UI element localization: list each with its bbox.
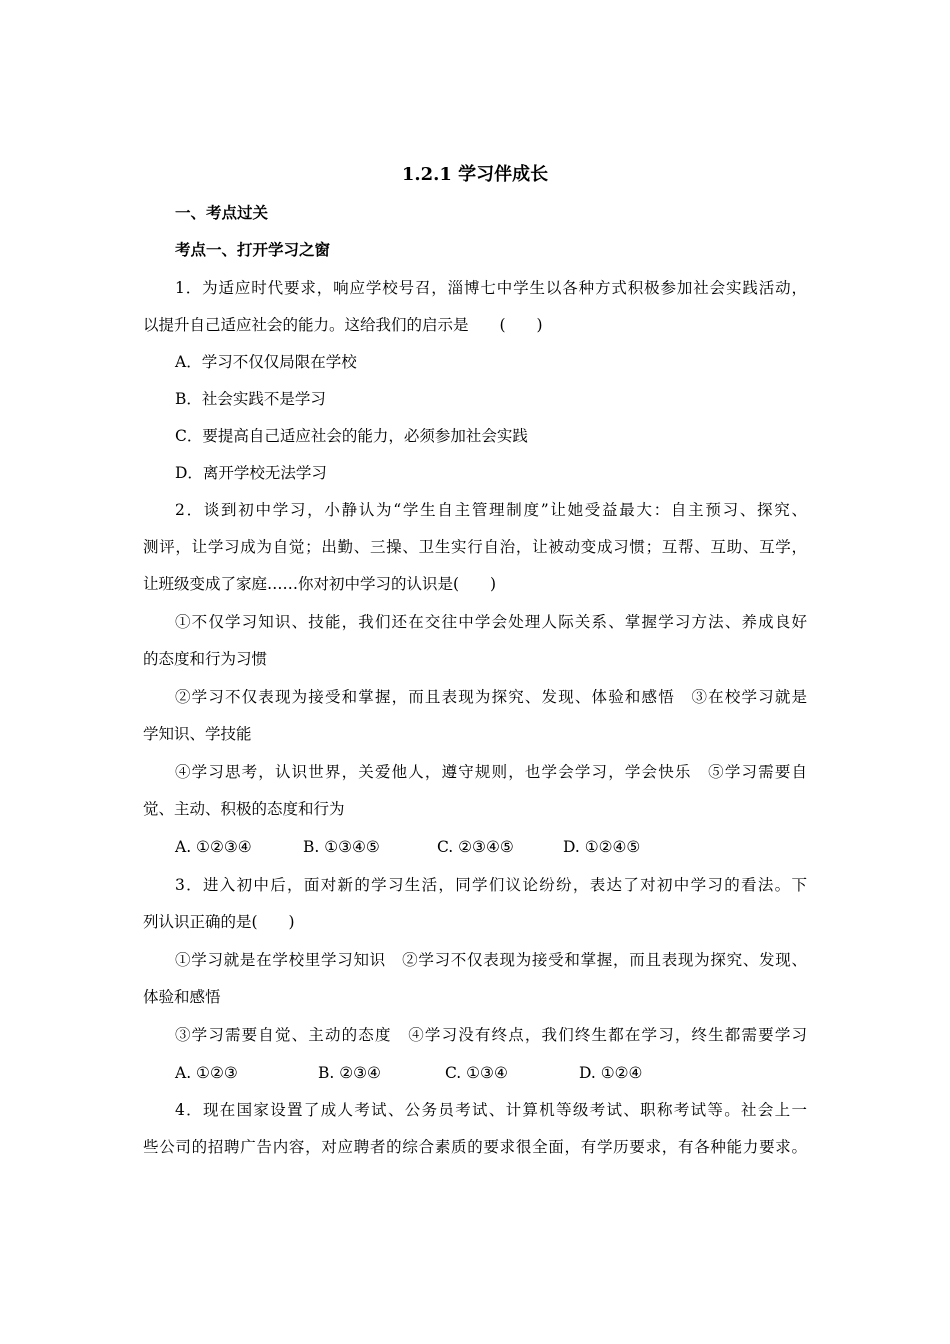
q2-statement-3-line2: 觉、主动、积极的态度和行为 — [143, 800, 345, 818]
q2-options — [175, 837, 640, 857]
q2-stem-line1: 2．谈到初中学习，小静认为“学生自主管理制度”让她受益最大：自主预习、探究、 — [175, 501, 807, 519]
q1-stem-line2: 以提升自己适应社会的能力。这给我们的启示是 ( ) — [143, 316, 543, 334]
q2-option-d: D. ①②④⑤ — [563, 838, 641, 856]
q2-stem-line3: 让班级变成了家庭……你对初中学习的认识是( ) — [143, 575, 497, 593]
q2-statement-2-line1: ②学习不仅表现为接受和掌握，而且表现为探究、发现、体验和感悟 ③在校学习就是 — [175, 688, 807, 706]
q2-option-b: B. ①③④⑤ — [303, 838, 380, 856]
q3-option-c: C. ①③④ — [445, 1064, 508, 1082]
subsection-heading: 考点一、打开学习之窗 — [175, 240, 331, 259]
q3-stem-line2: 列认识正确的是( ) — [143, 913, 295, 931]
page-title: 1.2.1 学习伴成长 — [401, 164, 549, 185]
q1-option-c: C．要提高自己适应社会的能力，必须参加社会实践 — [175, 427, 528, 445]
q2-statement-3-line1: ④学习思考，认识世界，关爱他人，遵守规则，也学会学习，学会快乐 ⑤学习需要自 — [175, 763, 807, 781]
q2-stem-line2: 测评，让学习成为自觉；出勤、三操、卫生实行自治，让被动变成习惯；互帮、互助、互学， — [143, 538, 807, 556]
section-heading: 一、考点过关 — [175, 203, 269, 222]
q3-option-b: B. ②③④ — [318, 1064, 381, 1082]
q3-stem-line1: 3．进入初中后，面对新的学习生活，同学们议论纷纷，表达了对初中学习的看法。下 — [175, 876, 807, 894]
q3-options — [175, 1063, 642, 1083]
q2-option-c: C. ②③④⑤ — [437, 838, 514, 856]
q4-stem-line2: 些公司的招聘广告内容，对应聘者的综合素质的要求很全面，有学历要求，有各种能力要求。 — [143, 1138, 807, 1156]
q1-option-a: A．学习不仅仅局限在学校 — [175, 353, 357, 371]
q1-option-d: D．离开学校无法学习 — [175, 464, 327, 482]
q2-statement-2-line2: 学知识、学技能 — [143, 725, 252, 743]
q1-option-b: B．社会实践不是学习 — [175, 390, 326, 408]
q2-statement-1-line2: 的态度和行为习惯 — [143, 650, 268, 668]
q3-option-d: D. ①②④ — [579, 1064, 643, 1082]
q3-statement-2: ③学习需要自觉、主动的态度 ④学习没有终点，我们终生都在学习，终生都需要学习 — [175, 1026, 807, 1044]
q3-statement-1-line1: ①学习就是在学校里学习知识 ②学习不仅表现为接受和掌握，而且表现为探究、发现、 — [175, 951, 807, 969]
q2-statement-1-line1: ①不仅学习知识、技能，我们还在交往中学会处理人际关系、掌握学习方法、养成良好 — [175, 613, 807, 631]
q4-stem-line1: 4．现在国家设置了成人考试、公务员考试、计算机等级考试、职称考试等。社会上一 — [175, 1101, 807, 1119]
q3-option-a: A. ①②③ — [175, 1064, 238, 1082]
q2-option-a: A. ①②③④ — [175, 838, 252, 856]
q3-statement-1-line2: 体验和感悟 — [143, 988, 221, 1006]
q1-stem-line1: 1．为适应时代要求，响应学校号召，淄博七中学生以各种方式积极参加社会实践活动， — [175, 279, 807, 297]
